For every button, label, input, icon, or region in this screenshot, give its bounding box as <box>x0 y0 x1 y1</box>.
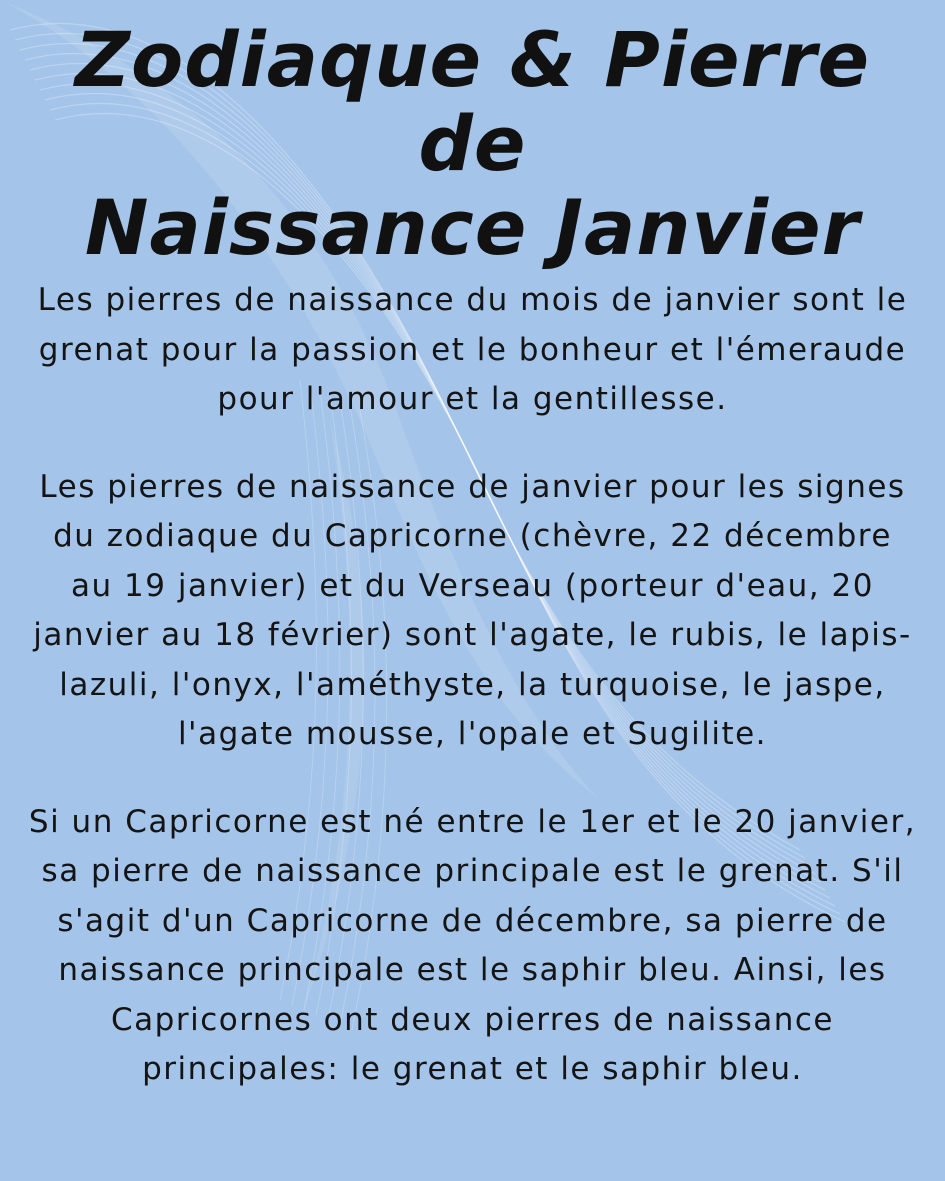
title-line-1: Zodiaque & Pierre de <box>74 15 871 188</box>
paragraph-intro: Les pierres de naissance du mois de janvier sont le grenat pour la passion et le bonheur et l'émeraude pour l'amour et la gentillesse. <box>37 282 908 417</box>
paragraph-capricorn: Si un Capricorne est né entre le 1er et le 20 janvier, sa pierre de naissance principale est le grenat. S'il s'agit d'un Capricorne de décembre, sa pierre de naissance principale est le saphir bleu. Ainsi, les Capricornes ont deux pierres de naissance principales: le grenat et le saphir bleu. <box>28 803 917 1087</box>
paragraph-zodiac-stones: Les pierres de naissance de janvier pour les signes du zodiaque du Capricorne (chèvre, 22 décembre au 19 janvier) et du Verseau (porteur d'eau, 20 janvier au 18 février) sont l'agate, le rubis, le lapis-lazuli, l'onyx, l'améthyste, la turquoise, le jaspe, l'agate mousse, l'opale et Sugilite. <box>33 468 912 752</box>
page-title <box>28 15 917 272</box>
title-line-2: Naissance Janvier <box>84 183 861 272</box>
